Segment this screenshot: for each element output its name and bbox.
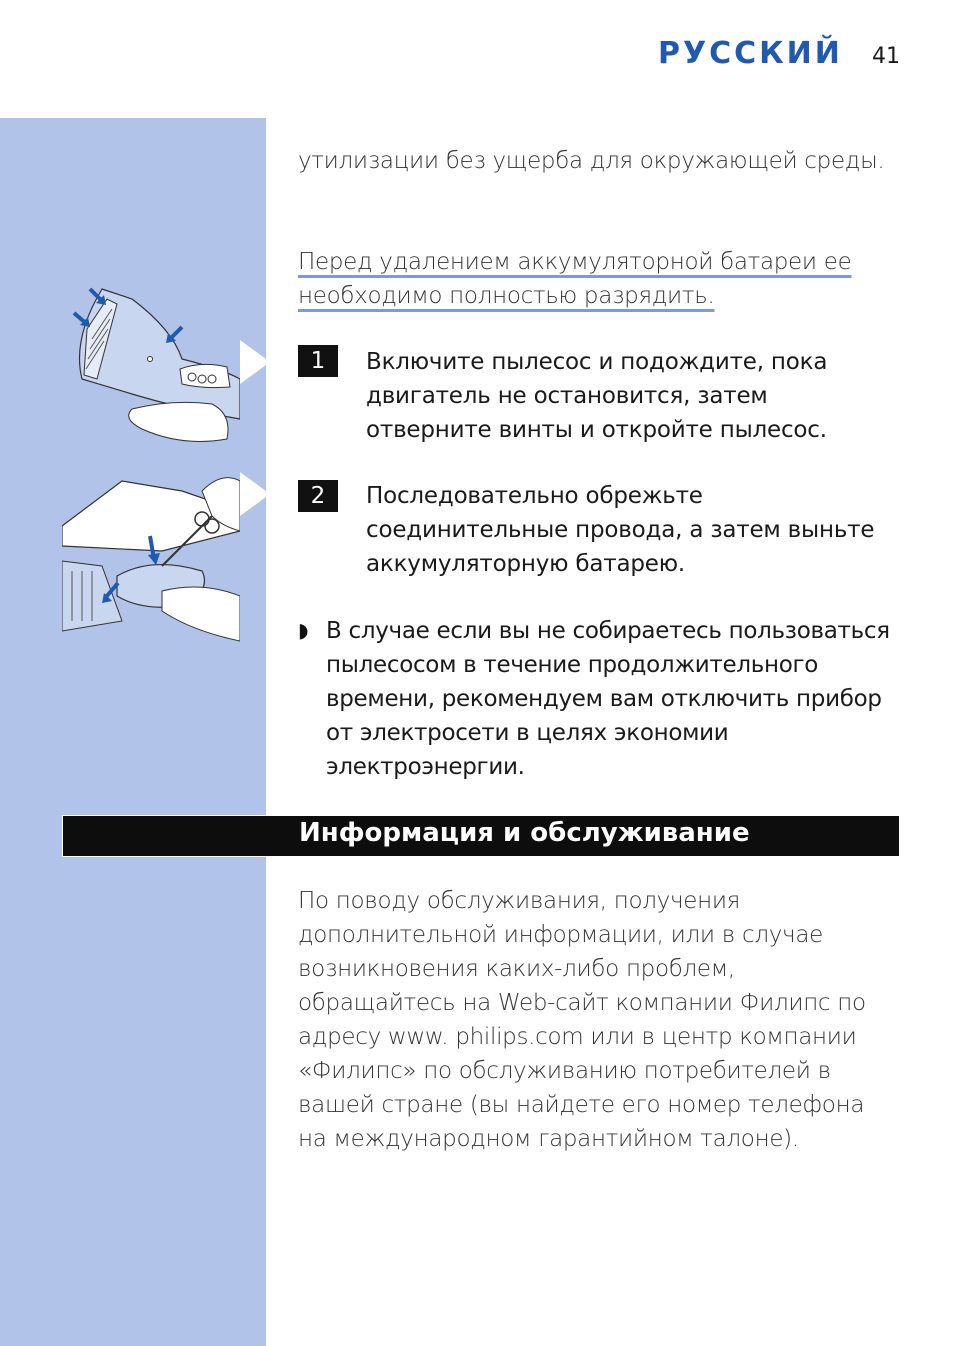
step-text: Последовательно обрежьте соединительные провода, а затем выньте аккумуляторную батарею. — [366, 483, 875, 577]
warning-block — [298, 245, 888, 313]
warning-paragraph: Перед удалением аккумуляторной батареи ее необходимо полностью разрядить. — [298, 249, 852, 309]
language-header: РУССКИЙ — [658, 36, 843, 71]
step-number: 2 — [298, 480, 338, 512]
illustration-pointer — [240, 472, 270, 516]
section-header-bar — [62, 815, 900, 857]
vacuum-open-screws-icon — [62, 269, 240, 447]
intro-paragraph: утилизации без ущерба для окружающей среды. — [298, 148, 885, 174]
bullet-icon: ◗ — [298, 618, 309, 642]
bullet-text: В случае если вы не собираетесь пользоваться пылесосом в течение продолжительного времени, рекомендуем вам отключить прибор от электросети в целях экономии электроэнергии. — [326, 618, 890, 780]
vacuum-open-screws-illustration — [62, 269, 240, 447]
step-number: 1 — [298, 345, 338, 377]
section-body: По поводу обслуживания, получения дополнительной информации, или в случае возникновения каких-либо проблем, обращайтесь на Web-сайт компании Филипс по адресу www. philips.com или в центр компании «Филипс» по обслуживанию потребителей в вашей стране (вы найдете его номер телефона на международном гарантийном талоне). — [298, 888, 866, 1152]
cut-battery-wires-illustration — [62, 471, 240, 649]
illustration-pointer — [240, 340, 270, 384]
step-text: Включите пылесос и подождите, пока двигатель не остановится, затем отверните винты и откройте пылесос. — [366, 349, 828, 443]
section-title: Информация и обслуживание — [299, 818, 750, 848]
cut-battery-wires-icon — [62, 471, 240, 649]
page-number: 41 — [872, 44, 900, 69]
